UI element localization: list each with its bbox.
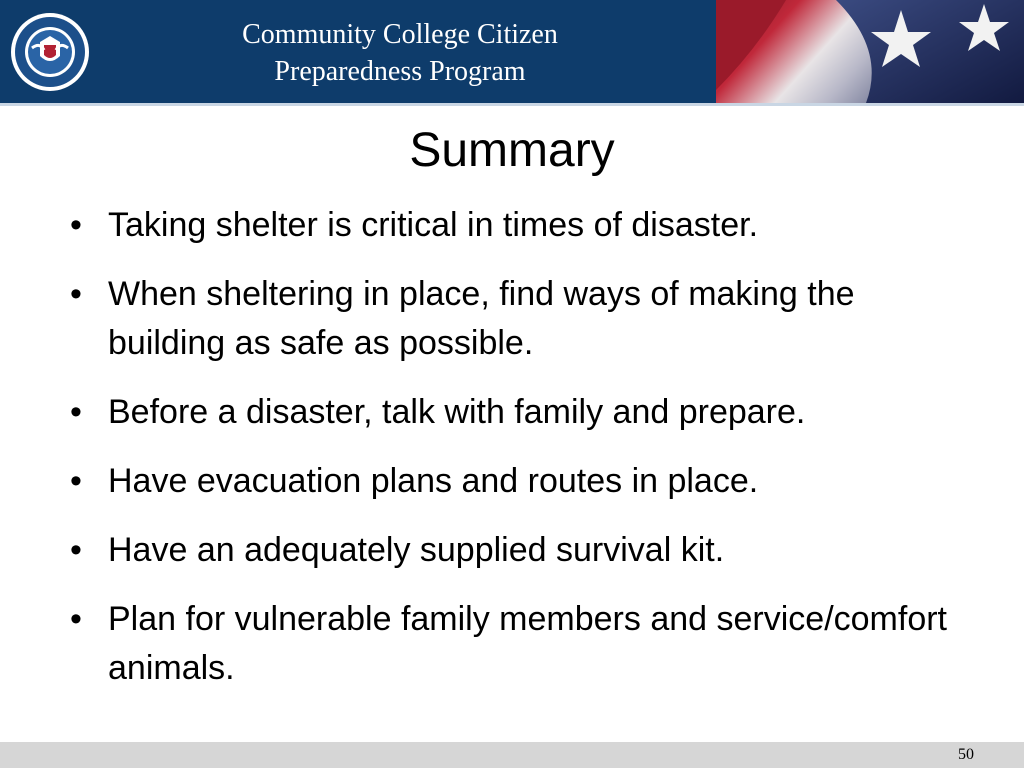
bullet-item [70, 270, 970, 368]
bullet-text: Have an adequately supplied survival kit. [108, 531, 725, 569]
bullet-text: When sheltering in place, find ways of making the building as safe as possible. [108, 275, 855, 362]
bullet-marker: • [70, 531, 82, 569]
bullet-text: Have evacuation plans and routes in place. [108, 462, 759, 500]
slide-title: Summary [409, 124, 615, 177]
slide-header [0, 0, 1024, 105]
bullet-list [70, 201, 970, 713]
dhs-seal-icon [10, 12, 90, 92]
bullet-marker: • [70, 275, 82, 313]
bullet-marker: • [70, 600, 82, 638]
program-title-line1: Community College Citizen [242, 19, 558, 50]
bullet-marker: • [70, 393, 82, 431]
slide-footer [0, 742, 1024, 768]
program-title [150, 16, 650, 90]
bullet-marker: • [70, 462, 82, 500]
bullet-marker: • [70, 206, 82, 244]
bullet-text: Plan for vulnerable family members and service/comfort animals. [108, 600, 947, 687]
bullet-text: Before a disaster, talk with family and prepare. [108, 393, 806, 431]
bullet-text: Taking shelter is critical in times of disaster. [108, 206, 759, 244]
bullet-item [70, 388, 970, 437]
program-title-line2: Preparedness Program [274, 56, 526, 87]
american-flag-image [716, 0, 1024, 103]
bullet-item [70, 595, 970, 693]
bullet-item [70, 457, 970, 506]
header-divider [0, 103, 1024, 106]
bullet-item [70, 201, 970, 250]
page-number: 50 [958, 746, 974, 763]
bullet-item [70, 526, 970, 575]
